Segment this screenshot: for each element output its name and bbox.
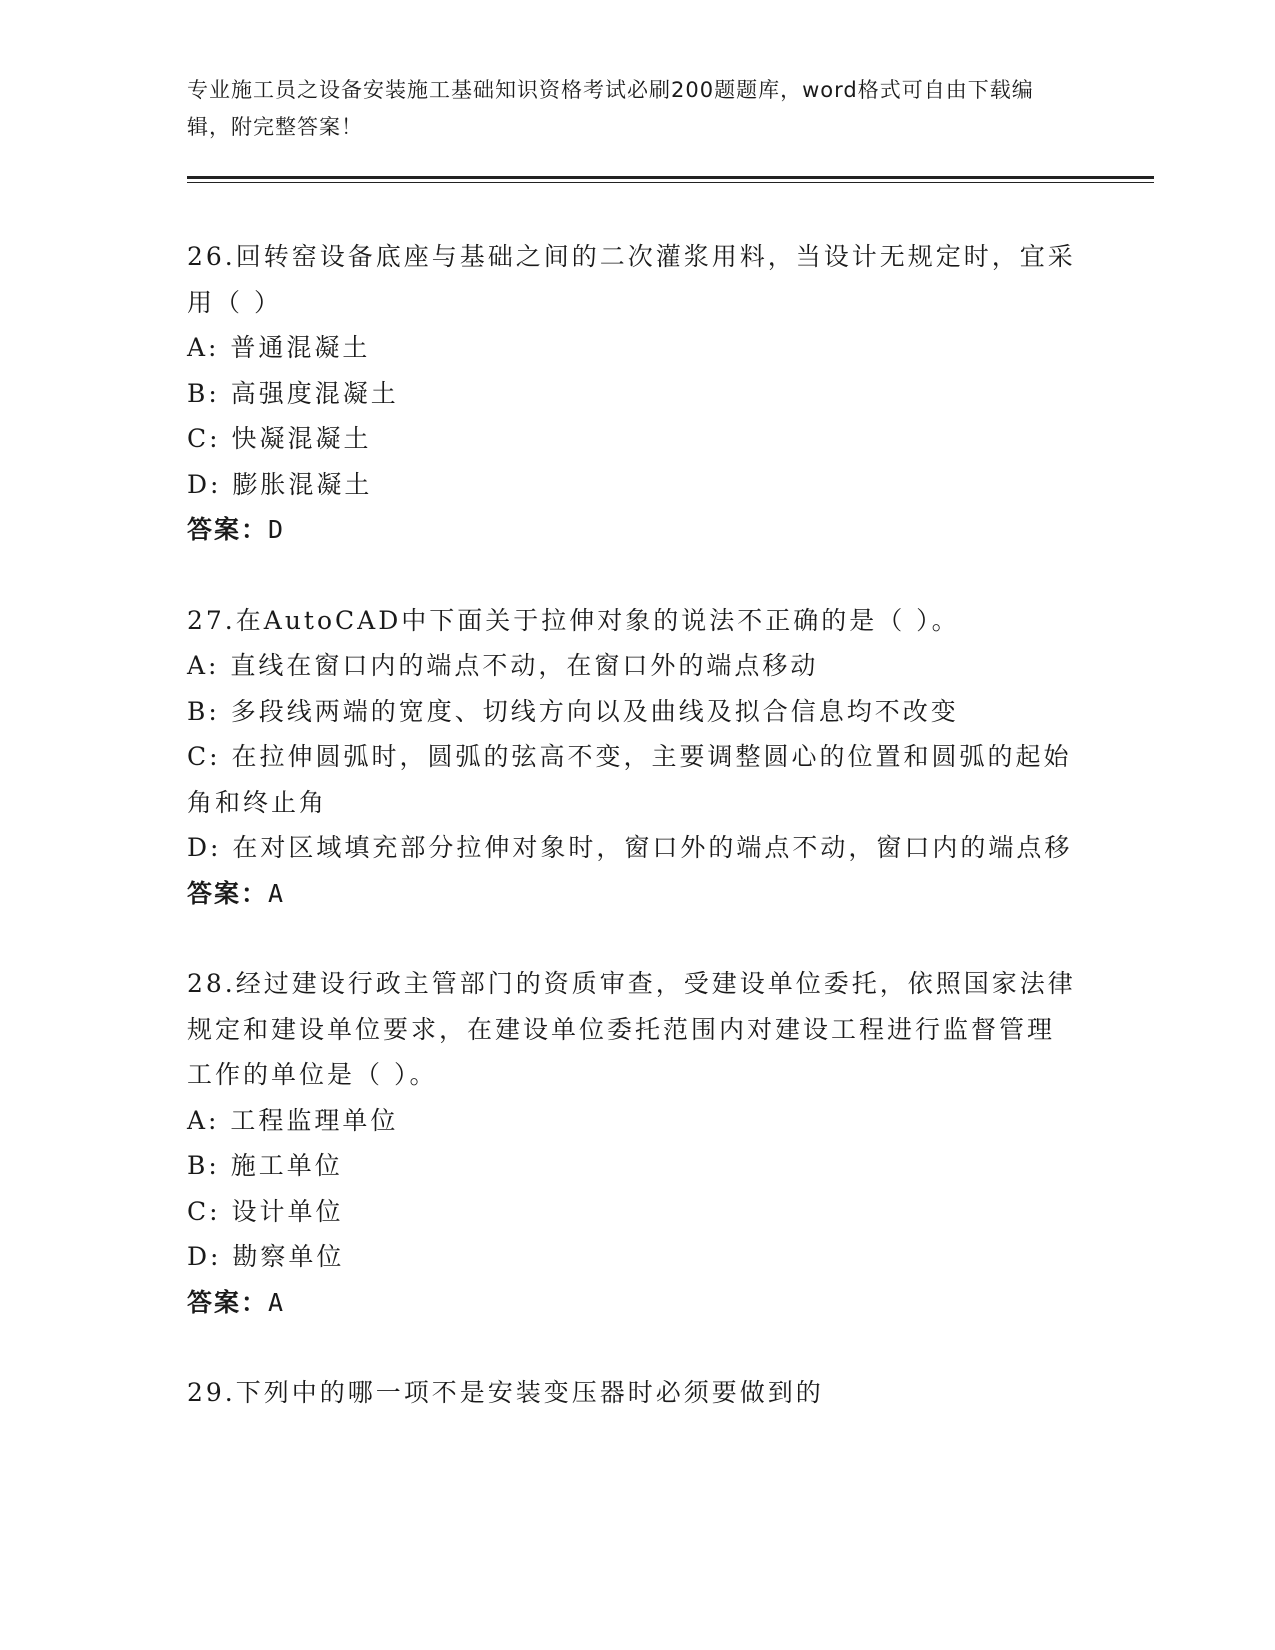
option-c: C: 在拉伸圆弧时，圆弧的弦高不变，主要调整圆心的位置和圆弧的起始角和终止角 [187,742,1072,817]
question-text: 27.在AutoCAD中下面关于拉伸对象的说法不正确的是（ ）。 [187,605,960,635]
document-header: 专业施工员之设备安装施工基础知识资格考试必刷200题题库，word格式可自由下载编辑，附完整答案！ [187,78,1034,139]
answer-line [187,871,1077,917]
answer-value: D [268,515,286,544]
option-b: B: 多段线两端的宽度、切线方向以及曲线及拟合信息均不改变 [187,696,959,726]
option-c: C: 快凝混凝土 [187,424,372,453]
question-28 [187,961,1077,1325]
answer-line [187,507,1077,553]
header-divider-thin [187,182,1154,183]
question-29 [187,1370,1077,1416]
answer-label: 答案： [187,878,269,908]
question-list [187,234,1077,1461]
option-d: D: 勘察单位 [187,1242,345,1271]
option-c: C: 设计单位 [187,1196,344,1226]
question-27 [187,598,1077,917]
answer-label: 答案： [187,515,269,544]
option-a: A: 工程监理单位 [187,1105,399,1135]
header-divider-thick [187,176,1154,179]
question-text: 28.经过建设行政主管部门的资质审查，受建设单位委托，依照国家法律规定和建设单位要求，在建设单位委托范围内对建设工程进行监督管理工作的单位是（ ）。 [187,969,1076,1089]
question-text: 26.回转窑设备底座与基础之间的二次灌浆用料，当设计无规定时，宜采用（ ） [187,242,1076,317]
option-b: B: 施工单位 [187,1151,343,1180]
option-d: D: 在对区域填充部分拉伸对象时，窗口外的端点不动，窗口内的端点移 [187,833,1073,862]
question-text: 29.下列中的哪一项不是安装变压器时必须要做到的 [187,1378,824,1407]
option-d: D: 膨胀混凝土 [187,469,373,499]
answer-value: A [268,878,286,908]
option-a: A: 直线在窗口内的端点不动，在窗口外的端点移动 [187,651,819,680]
answer-label: 答案： [187,1287,269,1317]
option-b: B: 高强度混凝土 [187,378,399,408]
question-26 [187,234,1077,553]
answer-line [187,1280,1077,1326]
option-a: A: 普通混凝土 [187,333,371,362]
answer-value: A [268,1287,286,1317]
